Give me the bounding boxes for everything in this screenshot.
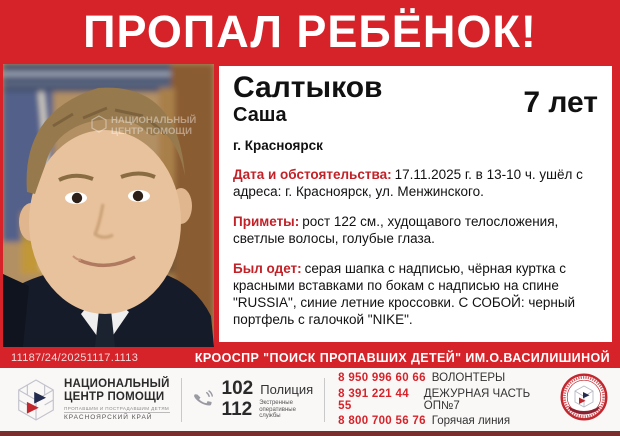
- round-emblem-icon: [560, 373, 608, 421]
- emergency-112-number: 112: [221, 399, 253, 420]
- hotline-volunteers: [338, 372, 556, 384]
- case-id: 11187/24/20251117.1113: [11, 351, 139, 364]
- logo-line2: ЦЕНТР ПОМОЩИ: [64, 390, 165, 403]
- logo-subtitle: ПРОПАВШИМ И ПОСТРАДАВШИМ ДЕТЯМ: [64, 405, 170, 411]
- hotline-hot-number: 8 800 700 56 76: [338, 415, 426, 427]
- national-center-logo: [16, 377, 170, 423]
- main-content: [0, 62, 620, 347]
- search-org-emblem: [560, 373, 608, 426]
- hotline-duty: [338, 388, 556, 412]
- detail-clothing: [233, 260, 600, 329]
- reference-bar: [0, 347, 620, 368]
- detail-description-label: Приметы:: [233, 213, 300, 229]
- age: 7 лет: [523, 86, 598, 119]
- hotline-hot-label: Горячая линия: [431, 415, 511, 427]
- hexagon-logo-icon: [16, 377, 56, 423]
- info-panel: [219, 66, 612, 342]
- logo-text-block: [64, 378, 170, 422]
- child-portrait-illustration: [3, 64, 214, 347]
- watermark-line1: НАЦИОНАЛЬНЫЙ: [111, 115, 197, 126]
- first-name: Саша: [233, 103, 287, 126]
- alert-banner: [0, 0, 620, 62]
- watermark-line2: ЦЕНТР ПОМОЩИ: [111, 126, 192, 137]
- emergency-row-112: [222, 400, 314, 420]
- footer: [0, 368, 620, 436]
- logo-line1: НАЦИОНАЛЬНЫЙ: [64, 377, 170, 390]
- detail-circumstances: [233, 166, 600, 200]
- emergency-rows: [222, 379, 314, 420]
- hotline-list: [336, 372, 556, 427]
- detail-circumstances-text: 17.11.2025 г. в 13-10 ч. ушёл с адреса: г. Красноярск, ул. Менжинского.: [233, 166, 583, 199]
- logo-region: КРАСНОЯРСКИЙ КРАЙ: [64, 414, 153, 422]
- last-name: Салтыков: [233, 71, 383, 104]
- emergency-numbers: [193, 379, 314, 420]
- detail-circumstances-label: Дата и обстоятельства:: [233, 166, 392, 182]
- detail-description-text: рост 122 см., худощавого телосложения, светлые волосы, голубые глаза.: [233, 213, 559, 246]
- detail-clothing-text: серая шапка с надписью, чёрная куртка с красными вставками по бокам с надписью на спине "RUSSIA", синие летние кроссовки. С СОБОЙ: черный портфель с галочкой "NIKE".: [233, 261, 576, 328]
- child-photo: [3, 64, 214, 347]
- hotline-duty-label: ДЕЖУРНАЯ ЧАСТЬ ОП№7: [423, 387, 531, 412]
- footer-divider-2: [324, 378, 325, 422]
- police-number: 102: [221, 378, 254, 400]
- police-label: Полиция: [260, 381, 314, 397]
- emergency-112-label: Экстренные оперативные службы: [259, 400, 296, 420]
- alert-title: ПРОПАЛ РЕБЁНОК!: [83, 5, 537, 57]
- footer-divider-1: [181, 378, 182, 422]
- hotline-duty-number: 8 391 221 44 55: [338, 387, 409, 412]
- phone-icon: [193, 389, 215, 411]
- name-row: [233, 72, 600, 127]
- detail-description: [233, 213, 600, 247]
- detail-clothing-label: Был одет:: [233, 261, 302, 277]
- emergency-row-police: [222, 379, 314, 399]
- hotline-volunteers-number: 8 950 996 60 66: [338, 372, 426, 384]
- name-block: [233, 72, 382, 127]
- hotline-hot: [338, 415, 556, 427]
- hotline-volunteers-label: ВОЛОНТЕРЫ: [431, 372, 506, 384]
- city: г. Красноярск: [233, 137, 323, 153]
- organization-name: КРООСПР "ПОИСК ПРОПАВШИХ ДЕТЕЙ" ИМ.О.ВАСИЛИШИНОЙ: [194, 350, 610, 365]
